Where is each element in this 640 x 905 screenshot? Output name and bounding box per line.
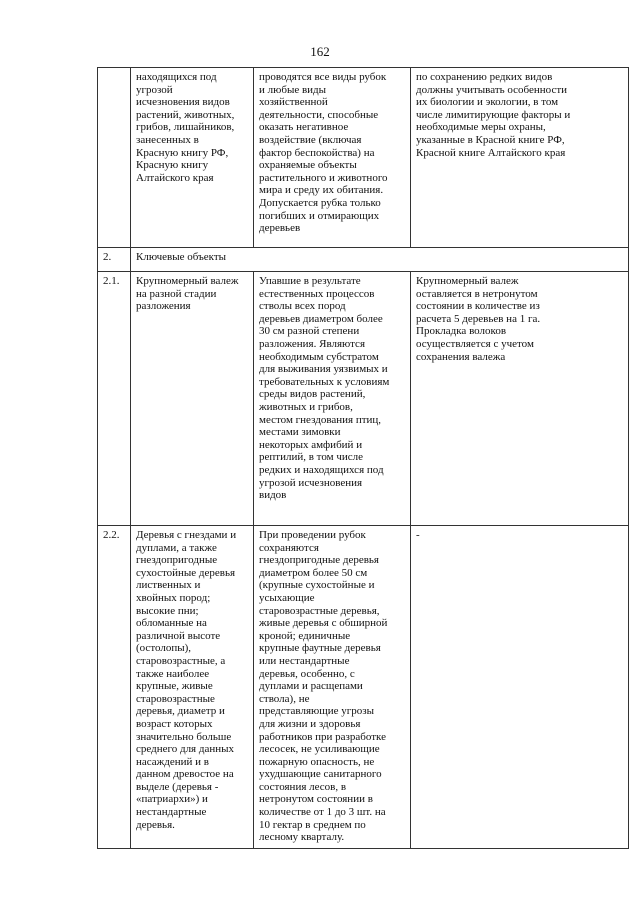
object-cell: Крупномерный валеж на разной стадии разложения <box>131 272 254 526</box>
table-row <box>98 272 629 526</box>
measures-cell: по сохранению редких видов должны учитывать особенности их биологии и экологии, в том числе лимитирующие факторы и необходимые меры охраны, указанные в Красной книге РФ, Красной книге Алтайского края <box>411 68 629 248</box>
regime-cell: Упавшие в результате естественных процессов стволы всех пород деревьев диаметром более 30 см разной степени разложения. Являются необходимым субстратом для выживания уязвимых и требовательных к условиям среды видов растений, животных и грибов, местом гнездования птиц, местами зимовки некоторых амфибий и рептилий, в том числе редких и находящихся под угрозой исчезновения видов <box>254 272 411 526</box>
row-number <box>98 68 131 248</box>
row-number: 2. <box>98 248 131 272</box>
document-table <box>97 67 629 849</box>
table-section-row <box>98 248 629 272</box>
regime-cell: проводятся все виды рубок и любые виды хозяйственной деятельности, способные оказать негативное воздействие (включая фактор беспокойства) на охраняемые объекты растительного и животного мира и среду их обитания. Допускается рубка только погибших и отмирающих деревьев <box>254 68 411 248</box>
measures-cell: - <box>411 526 629 849</box>
object-cell: Деревья с гнездами и дуплами, а также гнездопригодные сухостойные деревья лиственных и хвойных пород; высокие пни; обломанные на различной высоте (остолопы), старовозрастные, а также наиболее крупные, живые старовозрастные деревья, диаметр и возраст которых значительно больше среднего для данных насаждений и в данном древостое на выделе (деревья - «патриархи») и нестандартные деревья. <box>131 526 254 849</box>
object-cell: находящихся под угрозой исчезновения видов растений, животных, грибов, лишайников, занесенных в Красную книгу РФ, Красную книгу Алтайского края <box>131 68 254 248</box>
measures-cell: Крупномерный валеж оставляется в нетронутом состоянии в количестве из расчета 5 деревьев на 1 га. Прокладка волоков осуществляется с учетом сохранения валежа <box>411 272 629 526</box>
table-row <box>98 526 629 849</box>
row-number: 2.1. <box>98 272 131 526</box>
row-number: 2.2. <box>98 526 131 849</box>
regime-cell: При проведении рубок сохраняются гнездопригодные деревья диаметром более 50 см (крупные сухостойные и усыхающие старовозрастные деревья, живые деревья с обширной кроной; единичные крупные фаутные деревья или нестандартные деревья, особенно, с дуплами и расщепами ствола), не представляющие угрозы для жизни и здоровья работников при разработке лесосек, не усиливающие пожарную опасность, не ухудшающие санитарного состояния лесов, в нетронутом состоянии в количестве от 1 до 3 шт. на 10 гектар в среднем по лесному кварталу. <box>254 526 411 849</box>
page-number: 162 <box>310 44 330 59</box>
table-row <box>98 68 629 248</box>
section-title: Ключевые объекты <box>131 248 629 272</box>
